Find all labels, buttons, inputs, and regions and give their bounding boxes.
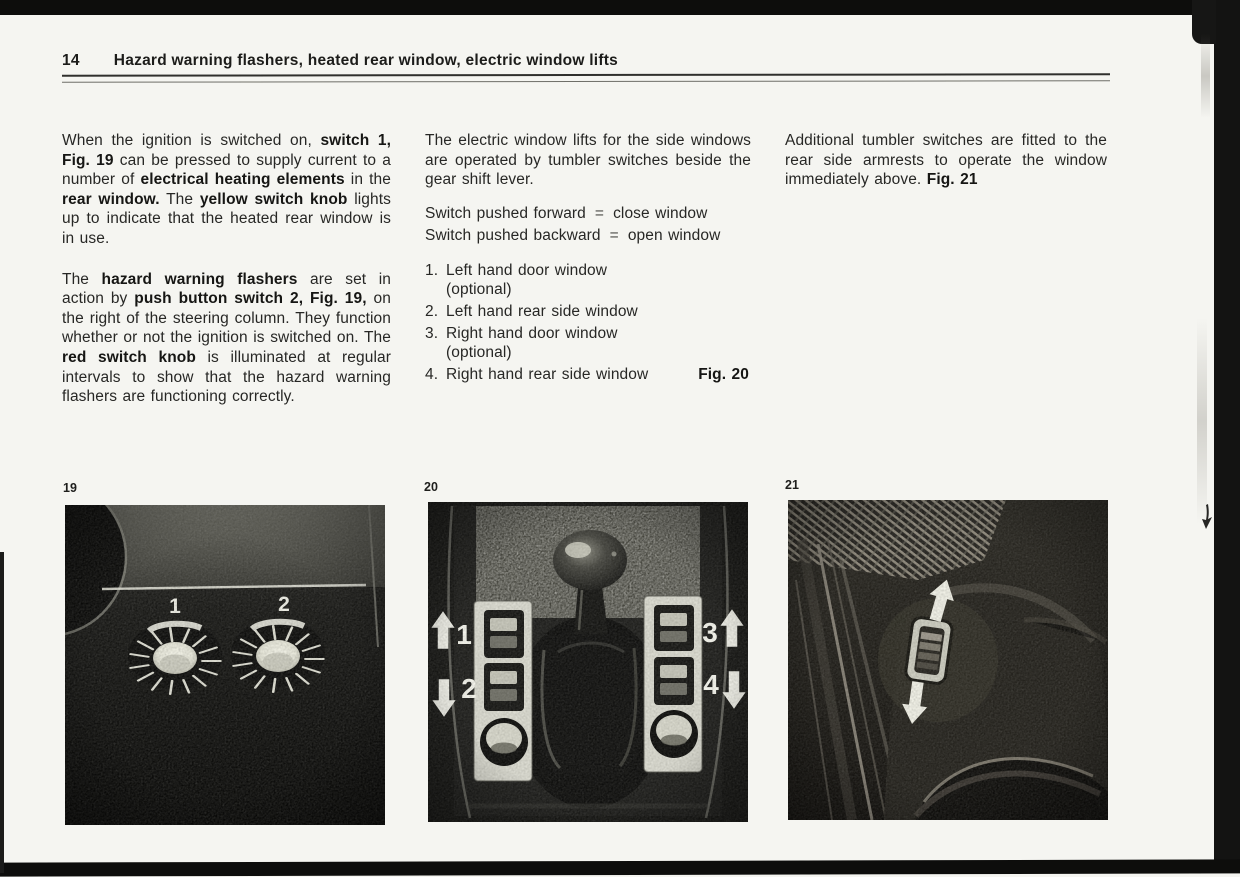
list-item-text: Left hand rear side window	[446, 302, 638, 320]
rule-result: close window	[613, 204, 708, 222]
page-title: Hazard warning flashers, heated rear window, electric window lifts	[113, 52, 619, 69]
list-item-text	[446, 324, 751, 363]
rule-result: open window	[627, 226, 721, 244]
vignette	[65, 505, 385, 825]
column-2	[425, 131, 751, 384]
list-item-line1: Right hand rear side window	[446, 365, 649, 383]
list-item	[425, 324, 751, 363]
list-item-text	[446, 261, 751, 300]
list-item-text	[446, 365, 751, 385]
list-item-line2: (optional)	[446, 344, 512, 362]
scan-border-bottom	[0, 859, 1240, 876]
header-rule	[62, 73, 1110, 82]
page-number: 14	[62, 52, 80, 69]
vignette	[428, 502, 748, 822]
list-item	[425, 365, 751, 385]
scan-border-top	[0, 0, 1240, 15]
figure-19-photo	[65, 505, 385, 825]
paragraph-heated-rear-window: When the ignition is switched on, switch 1, Fig. 19 can be pressed to supply current to a number of electrical heating elements in the rear window. The yellow switch knob lights up to indicate that the heated rear window is in use.	[62, 132, 392, 247]
scan-border-left	[0, 552, 4, 873]
list-item	[425, 261, 751, 300]
list-item-number: 4.	[425, 365, 439, 383]
list-item-number: 3.	[425, 324, 439, 342]
list-item-line1: Right hand door window	[446, 324, 618, 342]
figure-20-label: 20	[424, 480, 438, 494]
page-header	[62, 52, 618, 70]
list-item-number: 1.	[425, 261, 439, 279]
paragraph-window-lifts: The electric window lifts for the side windows are operated by tumbler switches beside the gear shift lever.	[425, 132, 751, 189]
rule-action: Switch pushed forward	[425, 204, 586, 222]
column-3	[785, 131, 1107, 190]
figure-21-photo	[788, 500, 1108, 820]
column-1	[62, 131, 391, 407]
scan-border-right	[1214, 0, 1240, 873]
scan-smudge	[1201, 34, 1210, 118]
rule-action: Switch pushed backward	[425, 226, 601, 244]
figure-20-photo	[428, 502, 748, 822]
figure-20-reference: Fig. 20	[698, 365, 749, 383]
figure-21-label: 21	[785, 478, 799, 492]
vignette	[788, 500, 1108, 820]
equals-sign: =	[609, 226, 619, 244]
list-item-number: 2.	[425, 302, 439, 320]
paragraph-hazard-flashers: The hazard warning flashers are set in action by push button switch 2, Fig. 19, on the right of the steering column. They function whether or not the ignition is switched on. The red switch knob is illuminated at regular intervals to show that the hazard warning flashers are functioning correctly.	[62, 270, 391, 406]
rule-forward	[425, 203, 751, 225]
switch-direction-rules	[425, 203, 751, 247]
figure-19-label: 19	[63, 481, 77, 495]
scan-smudge	[1197, 318, 1207, 524]
window-list	[425, 261, 751, 385]
equals-sign: =	[594, 204, 605, 222]
list-item-line1: Left hand door window	[446, 261, 608, 279]
ink-mark-arrow-icon	[1199, 503, 1215, 531]
paragraph-armrest-switches: Additional tumbler switches are fitted to the rear side armrests to operate the window immediately above. Fig. 21	[785, 132, 1107, 189]
rule-backward	[425, 225, 751, 247]
list-item	[425, 302, 751, 322]
list-item-line2: (optional)	[446, 281, 512, 299]
